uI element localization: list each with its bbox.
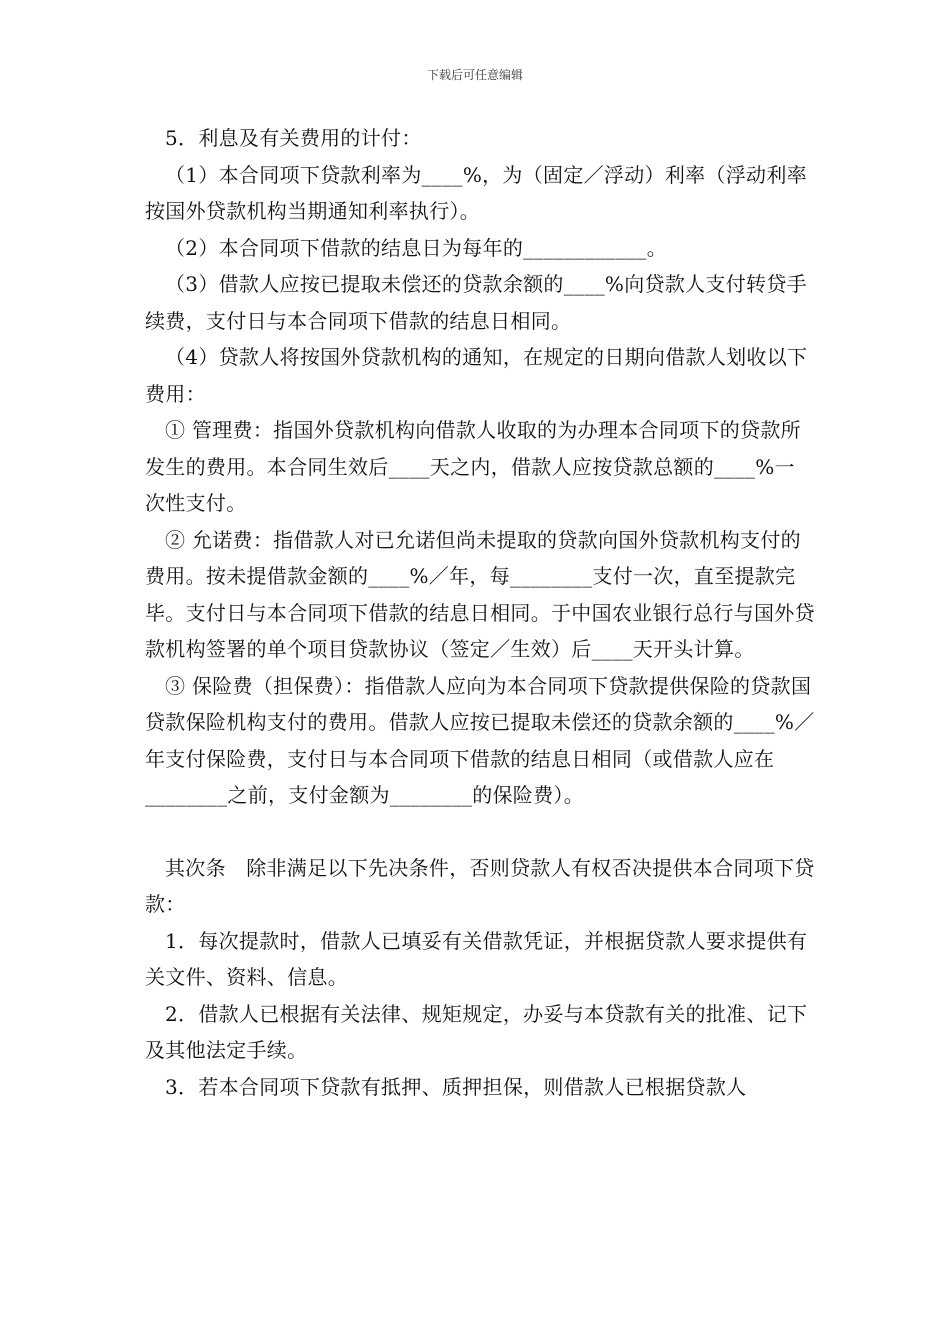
condition-1: 1．每次提款时，借款人已填妥有关借款凭证，并根据贷款人要求提供有关文件、资料、信息。 xyxy=(145,928,808,989)
clause-5-title: 5．利息及有关费用的计付： xyxy=(165,126,422,150)
fee-commitment: ② 允诺费：指借款人对已允诺但尚未提取的贷款向国外贷款机构支付的费用。按未提借款金额的____%／年，每________支付一次，直至提款完毕。支付日与本合同项下借款的结息日相同。于中国农业银行总行与国外贷款机构签署的单个项目贷款协议（签定／生效）后____天开头计算。 xyxy=(145,527,815,661)
fee-insurance: ③ 保险费（担保费）：指借款人应向为本合同项下贷款提供保险的贷款国贷款保险机构支付的费用。借款人应按已提取未偿还的贷款余额的____%／年支付保险费，支付日与本合同项下借款的结息日相同（或借款人应在________之前，支付金额为________的保险费）。 xyxy=(145,673,815,807)
section-gap xyxy=(145,814,815,850)
condition-3: 3．若本合同项下贷款有抵押、质押担保，则借款人已根据贷款人 xyxy=(165,1074,747,1099)
clause-5-3: （3）借款人应按已提取未偿还的贷款余额的____%向贷款人支付转贷手续费，支付日与本合同项下借款的结息日相同。 xyxy=(145,272,807,333)
clause-5-4: （4）贷款人将按国外贷款机构的通知，在规定的日期向借款人划收以下费用： xyxy=(145,345,808,406)
document-body xyxy=(145,120,815,1105)
clause-5-1: （1）本合同项下贷款利率为____%，为（固定／浮动）利率（浮动利率按国外贷款机构当期通知利率执行）。 xyxy=(145,162,807,223)
article-2-title: 其次条 除非满足以下先决条件，否则贷款人有权否决提供本合同项下贷款： xyxy=(145,855,815,916)
clause-5-2: （2）本合同项下借款的结息日为每年的____________。 xyxy=(165,235,668,260)
page-header: 下载后可任意编辑 xyxy=(426,68,523,82)
fee-management: ① 管理费：指国外贷款机构向借款人收取的为办理本合同项下的贷款所发生的费用。本合同生效后____天之内，借款人应按贷款总额的____%一次性支付。 xyxy=(145,418,801,515)
condition-2: 2．借款人已根据有关法律、规矩规定，办妥与本贷款有关的批准、记下及其他法定手续。 xyxy=(145,1001,808,1062)
